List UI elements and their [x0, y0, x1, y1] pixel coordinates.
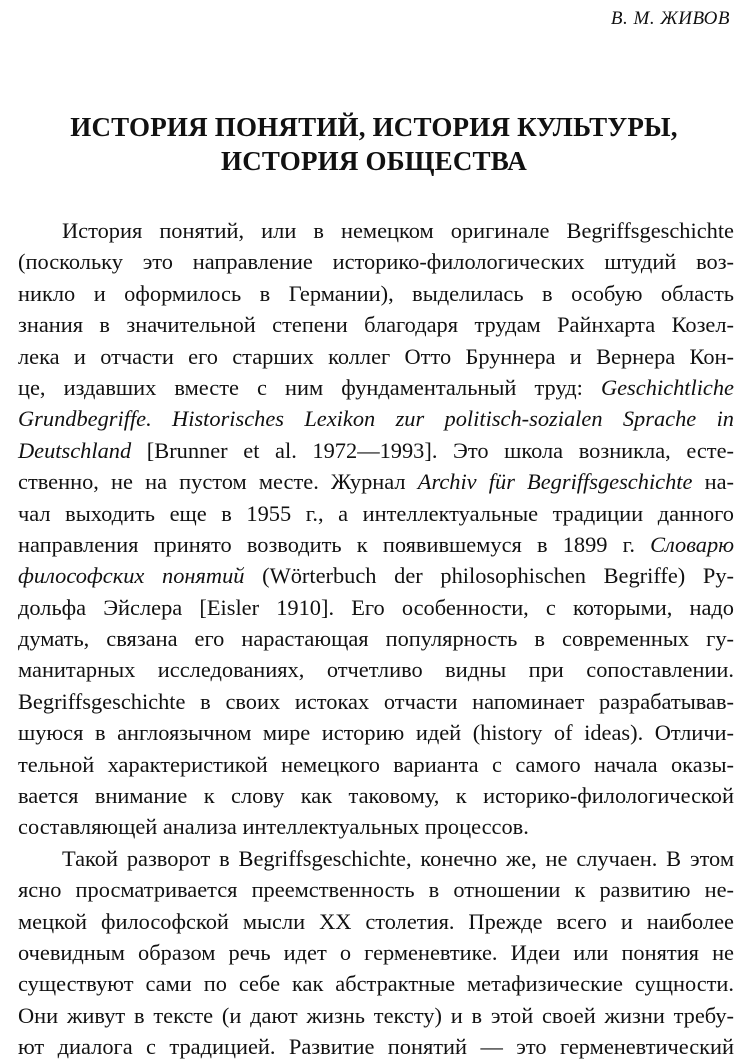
- text-line: [18, 1000, 734, 1031]
- text-line: [18, 843, 734, 874]
- text-segment: лека и отчасти его старших коллег Отто Бруннера и Вернера Кон-: [18, 343, 734, 369]
- text-line: [18, 466, 734, 497]
- text-segment: мецкой философской мысли XX столетия. Прежде всего и наиболее: [18, 908, 734, 934]
- text-line: [18, 968, 734, 999]
- text-segment: Begriffsgeschichte в своих истоках отчасти напоминает разрабатывав-: [18, 688, 734, 714]
- text-line: [18, 215, 734, 246]
- text-line: [18, 435, 734, 466]
- text-segment: История понятий, или в немецком оригинале Begriffsgeschichte: [62, 218, 734, 243]
- italic-text-segment: Geschichtliche: [600, 374, 734, 400]
- text-line: [18, 906, 734, 937]
- text-line: [18, 811, 734, 842]
- text-line: [18, 278, 734, 309]
- italic-text-segment: Словарю: [650, 531, 734, 557]
- text-segment: манитарных исследованиях, отчетливо видны при сопоставлении.: [18, 657, 734, 683]
- text-line: [18, 654, 734, 685]
- text-line: [18, 749, 734, 780]
- text-line: [18, 780, 734, 811]
- text-line: [18, 309, 734, 340]
- text-line: [18, 372, 734, 403]
- text-segment: [Brunner et al. 1972—1993]. Это школа возникла, есте-: [131, 437, 734, 463]
- text-segment: на-: [692, 469, 735, 495]
- text-line: [18, 529, 734, 560]
- text-segment: дольфа Эйслера [Eisler 1910]. Его особенности, с которыми, надо: [18, 594, 734, 620]
- text-line: [18, 592, 734, 623]
- text-segment: (поскольку это направление историко-филологических штудий воз-: [18, 249, 734, 275]
- italic-text-segment: Grundbegriffe. Historisches Lexikon zur politisch-sozialen Sprache in: [18, 406, 734, 432]
- text-segment: направления принято возводить к появившемуся в 1899 г.: [18, 531, 651, 557]
- text-segment: ясно просматривается преемственность в отношении к развитию не-: [18, 877, 734, 903]
- title-line: ИСТОРИЯ ОБЩЕСТВА: [221, 146, 527, 176]
- italic-text-segment: философских понятий: [18, 563, 245, 589]
- text-segment: (Wörterbuch der philosophischen Begriffe) Ру-: [244, 563, 734, 589]
- text-line: [18, 498, 734, 529]
- text-segment: Такой разворот в Begriffsgeschichte, конечно же, не случаен. В этом: [62, 845, 734, 871]
- text-segment: це, издавших вместе с ним фундаментальный труд:: [18, 374, 601, 400]
- text-segment: составляющей анализа интеллектуальных процессов.: [18, 814, 529, 840]
- text-line: [18, 874, 734, 905]
- text-segment: Они живут в тексте (и дают жизнь тексту) и в этой своей жизни требу-: [18, 1002, 734, 1028]
- text-line: [18, 403, 734, 434]
- article-title: [0, 110, 748, 178]
- text-line: [18, 560, 734, 591]
- text-segment: существуют сами по себе как абстрактные метафизические сущности.: [18, 971, 734, 997]
- text-segment: вается внимание к слову как таковому, к историко-филологической: [18, 783, 734, 809]
- text-segment: ют диалога с традицией. Развитие понятий — это герменевтический: [18, 1034, 734, 1060]
- text-segment: ственно, не на пустом месте. Журнал: [18, 469, 418, 495]
- text-line: [18, 717, 734, 748]
- text-segment: очевидным образом речь идет о герменевтике. Идеи или понятия не: [18, 939, 734, 965]
- text-segment: шуюся в англоязычном мире историю идей (history of ideas). Отличи-: [18, 720, 734, 746]
- title-line: ИСТОРИЯ ПОНЯТИЙ, ИСТОРИЯ КУЛЬТУРЫ,: [70, 112, 678, 142]
- text-line: [18, 937, 734, 968]
- running-header: В. М. ЖИВОВ: [610, 8, 730, 29]
- text-segment: тельной характеристикой немецкого варианта с самого начала оказы-: [18, 751, 734, 777]
- text-segment: думать, связана его нарастающая популярность в современных гу-: [18, 626, 734, 652]
- body-text: [18, 215, 734, 1063]
- text-line: [18, 341, 734, 372]
- text-line: [18, 686, 734, 717]
- text-segment: знания в значительной степени благодаря трудам Райнхарта Козел-: [18, 312, 734, 338]
- text-line: [18, 1031, 734, 1062]
- italic-text-segment: Archiv für Begriffsgeschichte: [417, 469, 693, 495]
- italic-text-segment: Deutschland: [18, 437, 132, 463]
- text-segment: никло и оформилось в Германии), выделилась в особую область: [18, 280, 734, 306]
- text-line: [18, 623, 734, 654]
- text-line: [18, 246, 734, 277]
- text-segment: чал выходить еще в 1955 г., а интеллектуальные традиции данного: [18, 500, 734, 526]
